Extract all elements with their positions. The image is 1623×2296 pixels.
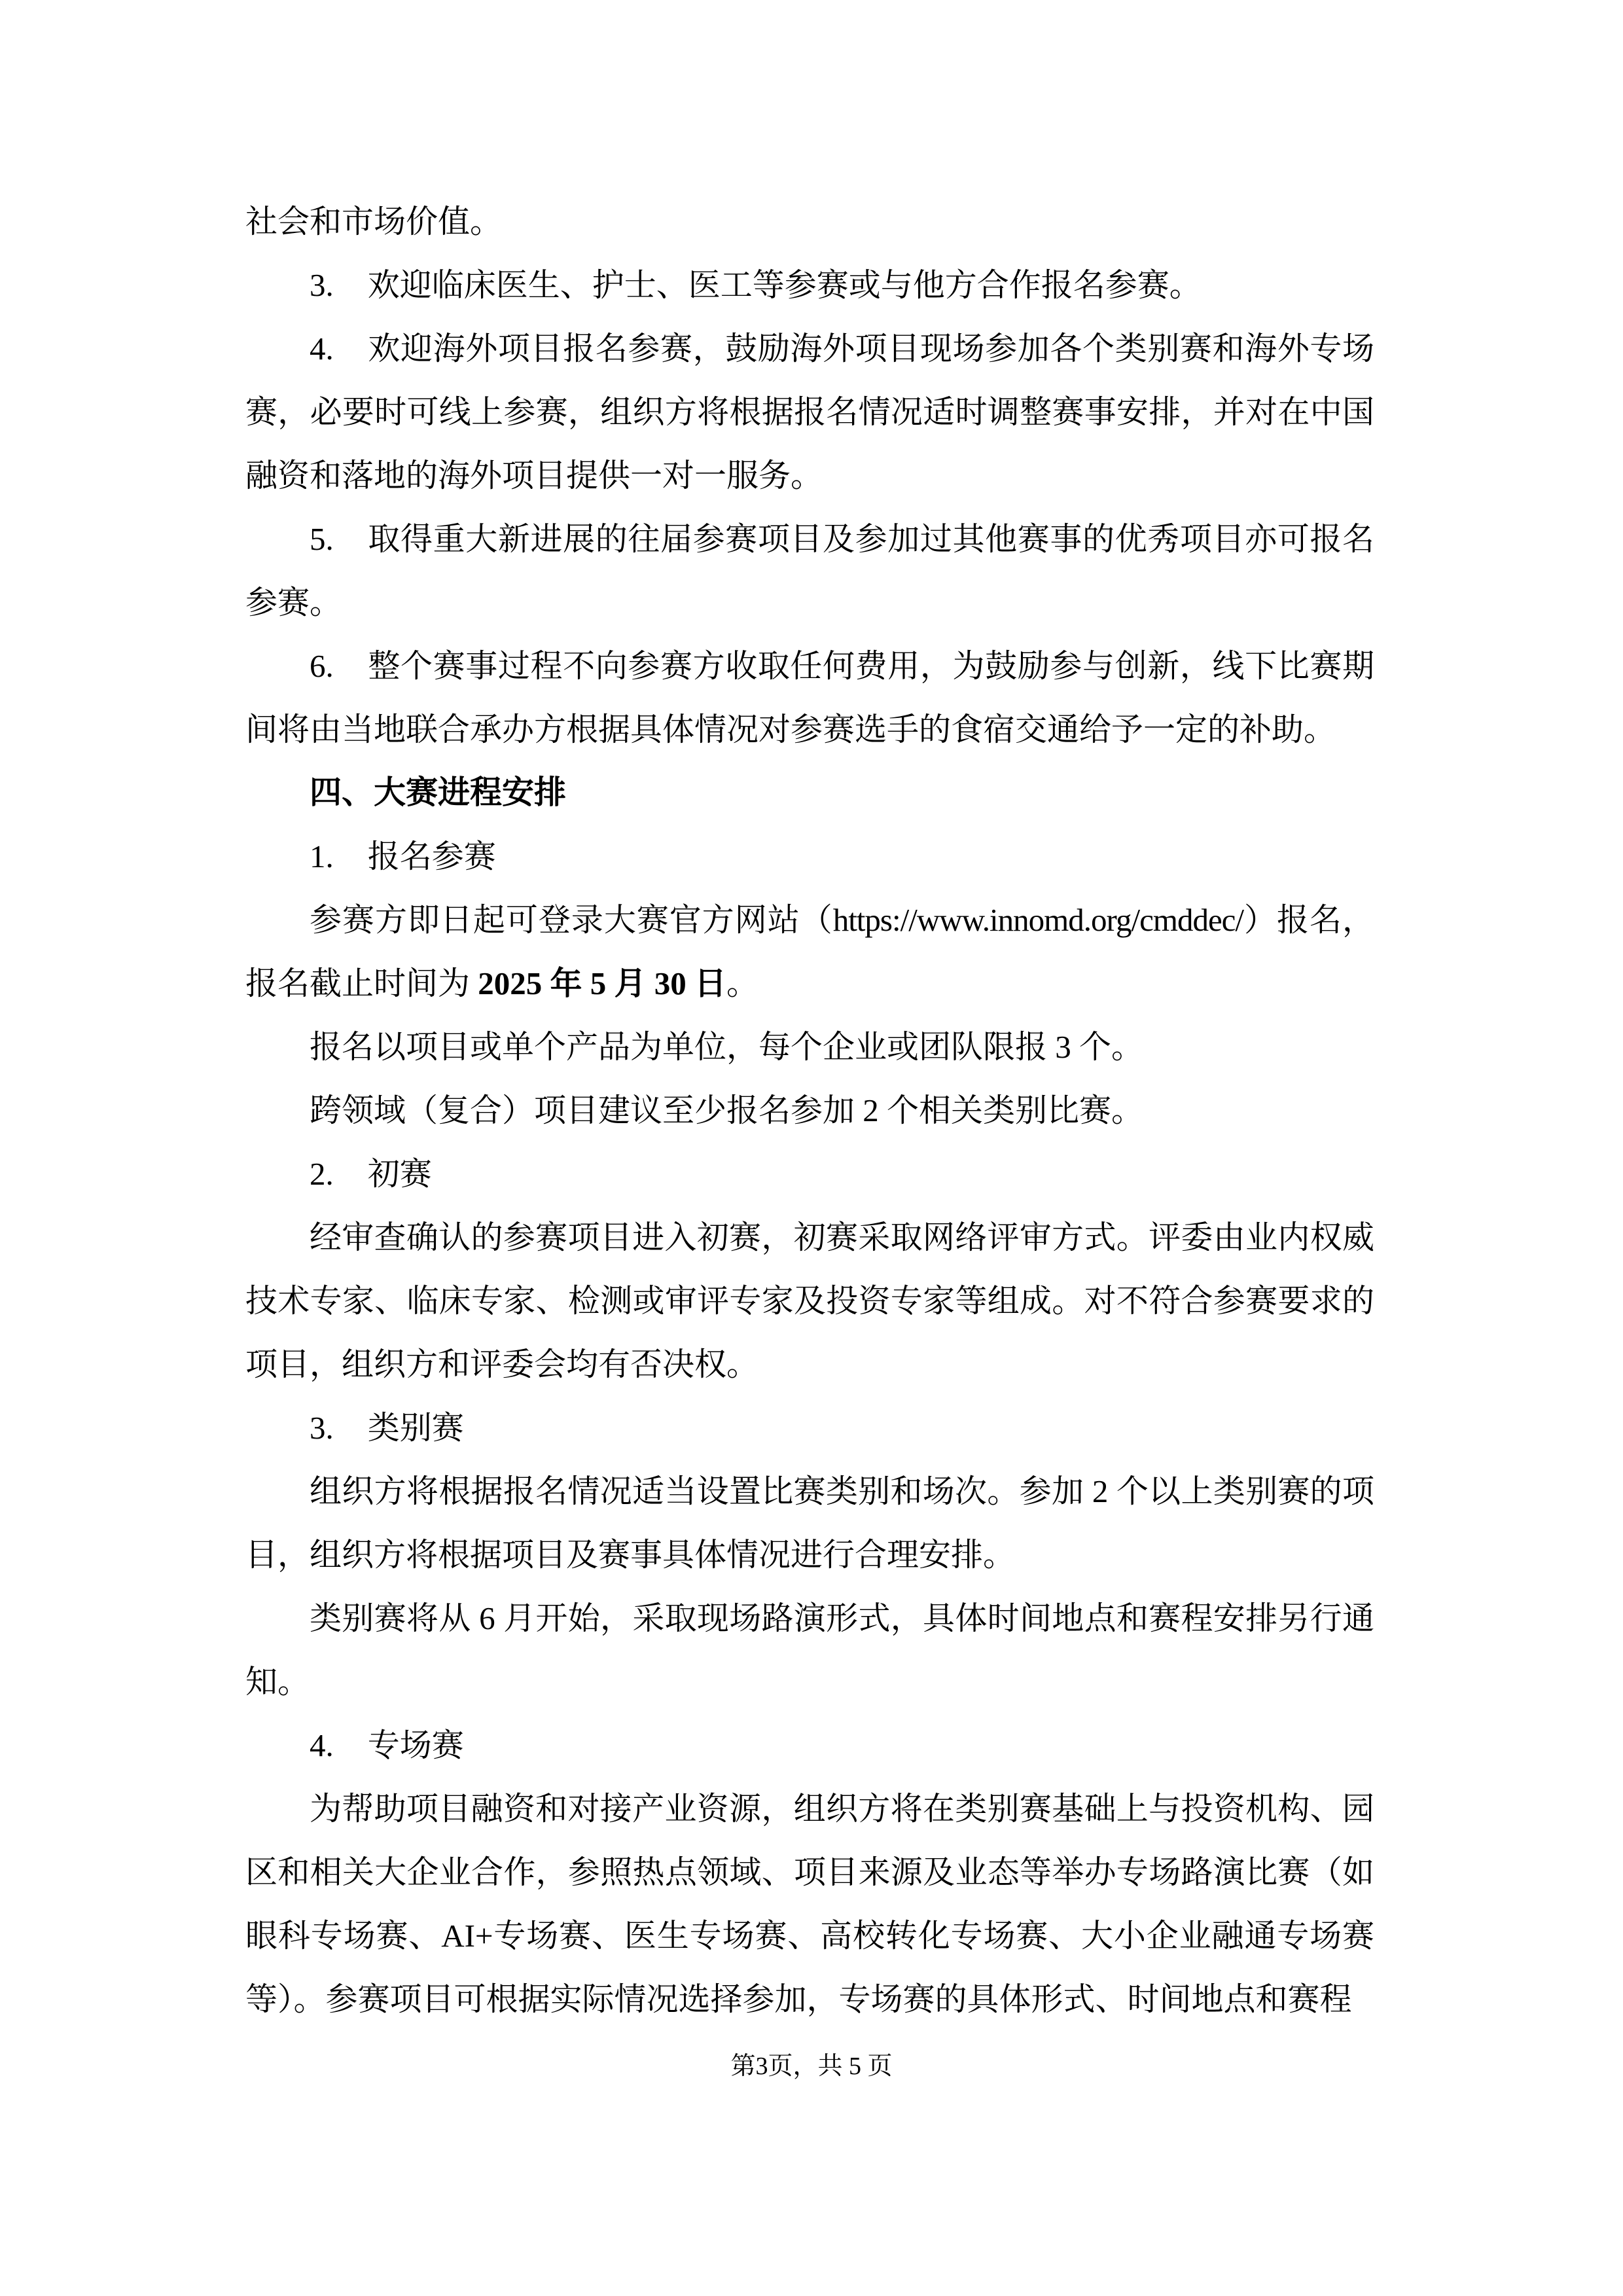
paragraph — [245, 1079, 1374, 1142]
paragraph — [245, 1460, 1374, 1587]
registration-deadline-bold: 2025 年 5 月 30 日 — [478, 965, 727, 1001]
numbered-item — [245, 825, 1374, 888]
list-number: 5. — [310, 521, 334, 557]
paragraph — [245, 1587, 1374, 1713]
list-number: 4. — [310, 331, 334, 367]
section-heading — [245, 761, 1374, 825]
page-footer — [0, 2051, 1623, 2082]
text-run: 整个赛事过程不向参赛方收取任何费用，为鼓励参与创新，线下比赛期间将由当地联合承办方根据具体情况对参赛选手的食宿交通给予一定的补助。 — [245, 648, 1374, 747]
text-run: 四、大赛进程安排 — [310, 775, 567, 810]
list-number: 1. — [310, 838, 334, 874]
list-number: 4. — [310, 1727, 334, 1763]
list-number: 6. — [310, 648, 334, 684]
text-run: 社会和市场价值。 — [245, 204, 503, 240]
text-run: 欢迎海外项目报名参赛，鼓励海外项目现场参加各个类别赛和海外专场赛，必要时可线上参赛，组织方将根据报名情况适时调整赛事安排，并对在中国融资和落地的海外项目提供一对一服务。 — [245, 331, 1374, 493]
numbered-item — [245, 634, 1374, 761]
numbered-item — [245, 1396, 1374, 1460]
text-run: 初赛 — [367, 1156, 432, 1192]
contest-website-url: https://www.innomd.org/cmddec/ — [832, 902, 1244, 938]
text-run: ）报名，报名截止时间为 — [245, 902, 1374, 1001]
list-number: 3. — [310, 1410, 334, 1446]
text-run: 参赛方即日起可登录大赛官方网站（ — [310, 902, 833, 938]
numbered-item — [245, 317, 1374, 507]
text-run: 组织方将根据报名情况适当设置比赛类别和场次。参加 2 个以上类别赛的项目，组织方将根据项目及赛事具体情况进行合理安排。 — [245, 1473, 1374, 1573]
numbered-item — [245, 253, 1374, 317]
text-run: 报名以项目或单个产品为单位，每个企业或团队限报 3 个。 — [310, 1029, 1144, 1065]
text-run: 。 — [726, 965, 759, 1001]
paragraph — [245, 1777, 1374, 2031]
paragraph — [245, 1206, 1374, 1396]
text-run: 欢迎临床医生、护士、医工等参赛或与他方合作报名参赛。 — [367, 267, 1202, 303]
text-run: 取得重大新进展的往届参赛项目及参加过其他赛事的优秀项目亦可报名参赛。 — [245, 521, 1374, 620]
page-number-text: 第3页，共 5 页 — [730, 2053, 893, 2080]
numbered-item — [245, 507, 1374, 634]
text-run: 专场赛 — [367, 1727, 464, 1763]
list-number: 3. — [310, 267, 334, 303]
paragraph — [245, 888, 1374, 1015]
text-run: 报名参赛 — [367, 838, 496, 874]
list-number: 2. — [310, 1156, 334, 1192]
paragraph — [245, 190, 1374, 253]
numbered-item — [245, 1142, 1374, 1206]
paragraph — [245, 1015, 1374, 1079]
text-run: 类别赛 — [367, 1410, 464, 1446]
text-run: 为帮助项目融资和对接产业资源，组织方将在类别赛基础上与投资机构、园区和相关大企业合作，参照热点领域、项目来源及业态等举办专场路演比赛（如眼科专场赛、AI+专场赛、医生专场赛、高校转化专场赛、大小企业融通专场赛等）。参赛项目可根据实际情况选择参加，专场赛的具体形式、时间地点和赛程 — [245, 1791, 1374, 2017]
numbered-item — [245, 1713, 1374, 1777]
text-run: 经审查确认的参赛项目进入初赛，初赛采取网络评审方式。评委由业内权威技术专家、临床专家、检测或审评专家及投资专家等组成。对不符合参赛要求的项目，组织方和评委会均有否决权。 — [245, 1219, 1374, 1382]
document-body — [245, 190, 1374, 2031]
text-run: 跨领域（复合）项目建议至少报名参加 2 个相关类别比赛。 — [310, 1092, 1144, 1128]
text-run: 类别赛将从 6 月开始，采取现场路演形式，具体时间地点和赛程安排另行通知。 — [245, 1600, 1374, 1700]
